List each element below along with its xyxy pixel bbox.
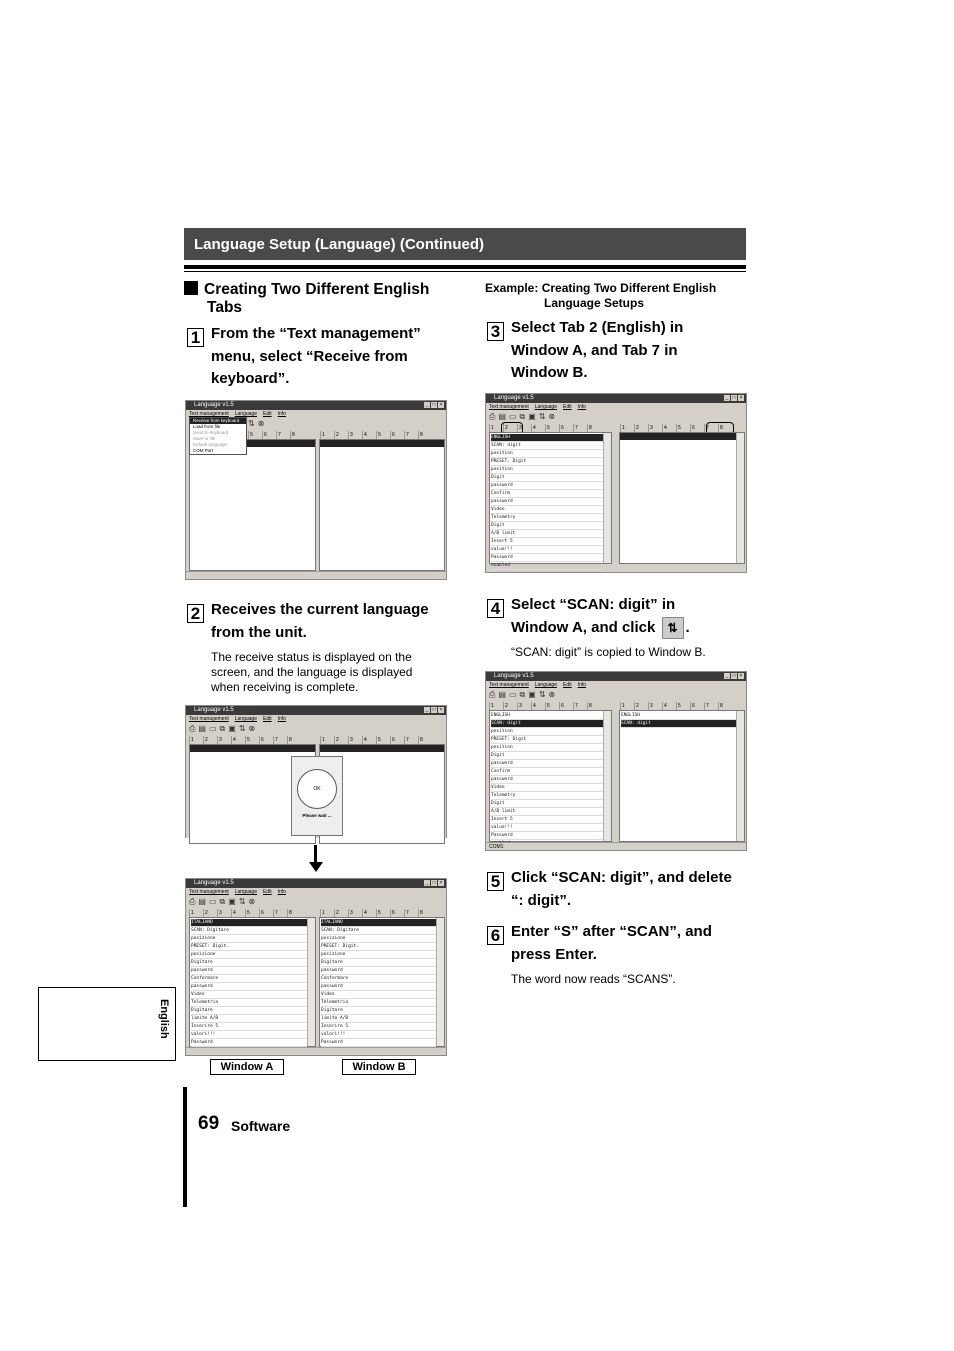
- app-window-screenshot-5: Language v1.5 _ □ × Text management Language Edit Info ⎙ ▤ ▭ ⧉ ▣ ⇅ ⊗ 1 2 3 4 5 6 7 8 1 2 3 4 5 6 7 8 ENGLISH SCAN: digit position PRESET: Digit position Digit password Confirm password Video Telemetry Digit A/B limit Insert 5 value!!! Password ENGLISH SCAN: digit COM1: [485, 671, 747, 851]
- window-a-label: Window A: [210, 1059, 284, 1075]
- step-number: 1: [187, 328, 204, 347]
- list-item[interactable]: ENGLISH: [621, 712, 736, 720]
- list-item[interactable]: Telemetria: [321, 999, 436, 1007]
- step-6-body: The word now reads “SCANS”.: [511, 972, 676, 986]
- progress-circle: OK: [297, 769, 337, 809]
- list-item[interactable]: password: [491, 482, 603, 490]
- list-item[interactable]: A/B limit: [491, 530, 603, 538]
- list-item[interactable]: Password: [321, 1039, 436, 1047]
- step-4-body: “SCAN: digit” is copied to Window B.: [511, 645, 706, 659]
- app-window-screenshot-1: [185, 400, 447, 580]
- list-item[interactable]: Digit: [491, 752, 603, 760]
- list-item[interactable]: PRESET: Digit: [491, 458, 603, 466]
- list-item[interactable]: Insert 5: [491, 816, 603, 824]
- step-2-text: Receives the current language from the unit.: [211, 601, 429, 641]
- list-item[interactable]: PRESET: Digit.: [321, 943, 436, 951]
- disk-icon: ▣: [228, 724, 236, 733]
- toolbar: [248, 418, 267, 429]
- window-b-label: Window B: [342, 1059, 416, 1075]
- stop-icon: ⊗: [257, 419, 265, 428]
- maximize-icon: □: [432, 402, 436, 408]
- app-window-screenshot-4: Language v1.5 _ □ × Text management Language Edit Info ⎙ ▤ ▭ ⧉ ▣ ⇅ ⊗ 1 2 3 4 5 6 7 8 1 2 3 4 5 6 7 8 ENGLISH SCAN: digit position PRESET: Digit position Digit password Confirm password Video Telemetry Digit A/B limit Insert 5 value!!! Password enabled: [485, 393, 747, 573]
- list-item[interactable]: limite A/B: [321, 1015, 436, 1023]
- list-item[interactable]: Video: [321, 991, 436, 999]
- list-item[interactable]: PRESET: Digit: [491, 736, 603, 744]
- header-rule-thin: [184, 271, 746, 272]
- list-item[interactable]: Digit: [491, 474, 603, 482]
- copy-icon: ⧉: [219, 724, 226, 733]
- transfer-icon: ⇅: [238, 724, 246, 733]
- list-item[interactable]: PRESET: Digit.: [191, 943, 307, 951]
- language-side-label: English: [158, 999, 170, 1039]
- step-5-text: Click “SCAN: digit”, and delete “: digit”.: [511, 869, 732, 909]
- print-icon: ⎙: [189, 724, 196, 733]
- open-icon: ▭: [208, 724, 217, 733]
- arrow-down-icon: [309, 862, 323, 872]
- list-item[interactable]: SCAN: digit: [491, 720, 603, 728]
- copy-to-window-icon[interactable]: ⇅: [662, 617, 684, 639]
- page-number: 69: [198, 1113, 220, 1134]
- list-item[interactable]: Telemetry: [491, 792, 603, 800]
- list-item[interactable]: Digitare: [321, 1007, 436, 1015]
- step-number: 3: [487, 322, 504, 341]
- list-item[interactable]: Confirm: [491, 768, 603, 776]
- receive-dialog: OK Please wait ...: [291, 756, 343, 836]
- list-item[interactable]: Insert 5: [491, 538, 603, 546]
- list-item[interactable]: position: [491, 744, 603, 752]
- page-section: Software: [231, 1118, 291, 1134]
- text-management-dropdown: Receive from keyboard Load from file Send to keyboard Save to file Default language COM Port: [189, 417, 247, 455]
- list-item[interactable]: SCAN: Digitare: [321, 927, 436, 935]
- list-item[interactable]: position: [491, 450, 603, 458]
- list-item[interactable]: password: [491, 760, 603, 768]
- section-title: Creating Two Different English Tabs: [184, 281, 429, 317]
- list-item[interactable]: password: [191, 983, 307, 991]
- step-number: 2: [187, 604, 204, 623]
- pane-a: [189, 439, 316, 571]
- list-item[interactable]: Digitare: [191, 959, 307, 967]
- list-item[interactable]: ITALIANO: [321, 919, 436, 927]
- list-item[interactable]: Password: [491, 832, 603, 840]
- list-item[interactable]: posizione: [321, 935, 436, 943]
- list-item[interactable]: SCAN: digit: [491, 442, 603, 450]
- close-icon: ×: [439, 402, 443, 408]
- list-item[interactable]: Video: [491, 506, 603, 514]
- list-item[interactable]: ENGLISH: [491, 434, 603, 442]
- page-marker-bar: [183, 1087, 187, 1207]
- window-b-list: [619, 710, 745, 842]
- list-item[interactable]: posizione: [191, 935, 307, 943]
- step-6-text: Enter “S” after “SCAN”, and press Enter.: [511, 923, 712, 963]
- list-item[interactable]: Password: [191, 1039, 307, 1047]
- minimize-icon: _: [425, 402, 429, 408]
- list-item[interactable]: Digit: [491, 800, 603, 808]
- list-item[interactable]: value!!!: [491, 824, 603, 832]
- list-item[interactable]: position: [491, 728, 603, 736]
- status-bar: [186, 571, 446, 579]
- list-item[interactable]: Password: [491, 554, 603, 562]
- list-item[interactable]: position: [491, 466, 603, 474]
- list-item[interactable]: Confermare: [191, 975, 307, 983]
- list-item[interactable]: limite A/B: [191, 1015, 307, 1023]
- list-item[interactable]: password: [491, 776, 603, 784]
- list-item[interactable]: Confermare: [321, 975, 436, 983]
- step-3-text: Select Tab 2 (English) in Window A, and Tab 7 in Window B.: [511, 319, 684, 381]
- stop-icon: ⊗: [248, 724, 256, 733]
- list-item[interactable]: SCAN: digit: [621, 720, 736, 728]
- list-item[interactable]: password: [321, 967, 436, 975]
- list-item[interactable]: password: [321, 983, 436, 991]
- app-window-screenshot-2: Language v1.5 _ □ × Text management Language Edit Info ⎙ ▤ ▭ ⧉ ▣ ⇅ ⊗ 1 2 3 4 5 6 7 8 1 2 3 4 5 6 7 8 OK Please wait ...: [185, 705, 447, 838]
- list-item[interactable]: valori!!!: [191, 1031, 307, 1039]
- list-item[interactable]: password: [191, 967, 307, 975]
- window-a-list: [489, 710, 612, 842]
- list-item[interactable]: Digit: [491, 522, 603, 530]
- tab-strip-a: 5 6 7 8: [248, 431, 318, 439]
- step-2-body: The receive status is displayed on the screen, and the language is displayed when receiving is complete.: [211, 650, 413, 694]
- list-item[interactable]: Digitare: [191, 1007, 307, 1015]
- list-item[interactable]: Confirm: [491, 490, 603, 498]
- list-item[interactable]: ITALIANO: [191, 919, 307, 927]
- list-item[interactable]: Digitare: [321, 959, 436, 967]
- window-titlebar: Language v1.5 _ □ ×: [186, 401, 446, 410]
- list-item[interactable]: SCAN: Digitare: [191, 927, 307, 935]
- header-rule-thick: [184, 265, 746, 269]
- list-item[interactable]: A/B limit: [491, 808, 603, 816]
- window-a-list: [189, 917, 316, 1047]
- window-b-list: [619, 432, 745, 564]
- list-item[interactable]: Video: [191, 991, 307, 999]
- list-item[interactable]: password: [491, 498, 603, 506]
- section-header: Language Setup (Language) (Continued): [184, 228, 746, 260]
- transfer-icon: ⇅: [248, 419, 255, 428]
- app-window-screenshot-3: Language v1.5 _ □ × Text management Language Edit Info ⎙ ▤ ▭ ⧉ ▣ ⇅ ⊗ 1 2 3 4 5 6 7 8 1 2 3 4 5 6 7 8 ITALIANO SCAN: Digitare posizione PRESET: Digit. posizione Digitare password Confermare password Video Telemetria Digitare limite A/B Inserire 5 valori!!! Password ITALIANO SCAN: Digitare posizione PRESET: Digit. posizione Digitare password Confermare password Video Telemetria Digitare limite A/B Inserire 5 valori!!! Password: [185, 878, 447, 1056]
- list-item[interactable]: valori!!!: [321, 1031, 436, 1039]
- step-4-text: Select “SCAN: digit” in Window A, and click ⇅ .: [511, 594, 690, 639]
- save-icon: ▤: [198, 724, 206, 733]
- list-item[interactable]: posizione: [191, 951, 307, 959]
- list-item[interactable]: ENGLISH: [491, 712, 603, 720]
- window-b-list: [319, 917, 445, 1047]
- step-number: 5: [487, 872, 504, 891]
- menu-bar: Text management Language Edit Info: [189, 411, 286, 417]
- list-item[interactable]: Telemetry: [491, 514, 603, 522]
- list-item[interactable]: Telemetria: [191, 999, 307, 1007]
- list-item[interactable]: Inserire 5: [191, 1023, 307, 1031]
- window-a-list: [489, 432, 612, 568]
- pane-b: [319, 439, 445, 571]
- list-item[interactable]: Video: [491, 784, 603, 792]
- list-item[interactable]: posizione: [321, 951, 436, 959]
- step-number: 6: [487, 926, 504, 945]
- square-bullet-icon: [184, 281, 198, 295]
- example-heading: Example: Creating Two Different English Language Setups: [485, 281, 717, 310]
- tab-strip-b: 1 2 3 4 5 6 7 8: [320, 431, 446, 439]
- list-item[interactable]: value!!!: [491, 546, 603, 554]
- list-item[interactable]: Inserire 5: [321, 1023, 436, 1031]
- list-item[interactable]: enabled: [491, 562, 603, 570]
- step-number: 4: [487, 599, 504, 618]
- step-1-text: From the “Text management” menu, select “Receive from keyboard”.: [211, 325, 421, 387]
